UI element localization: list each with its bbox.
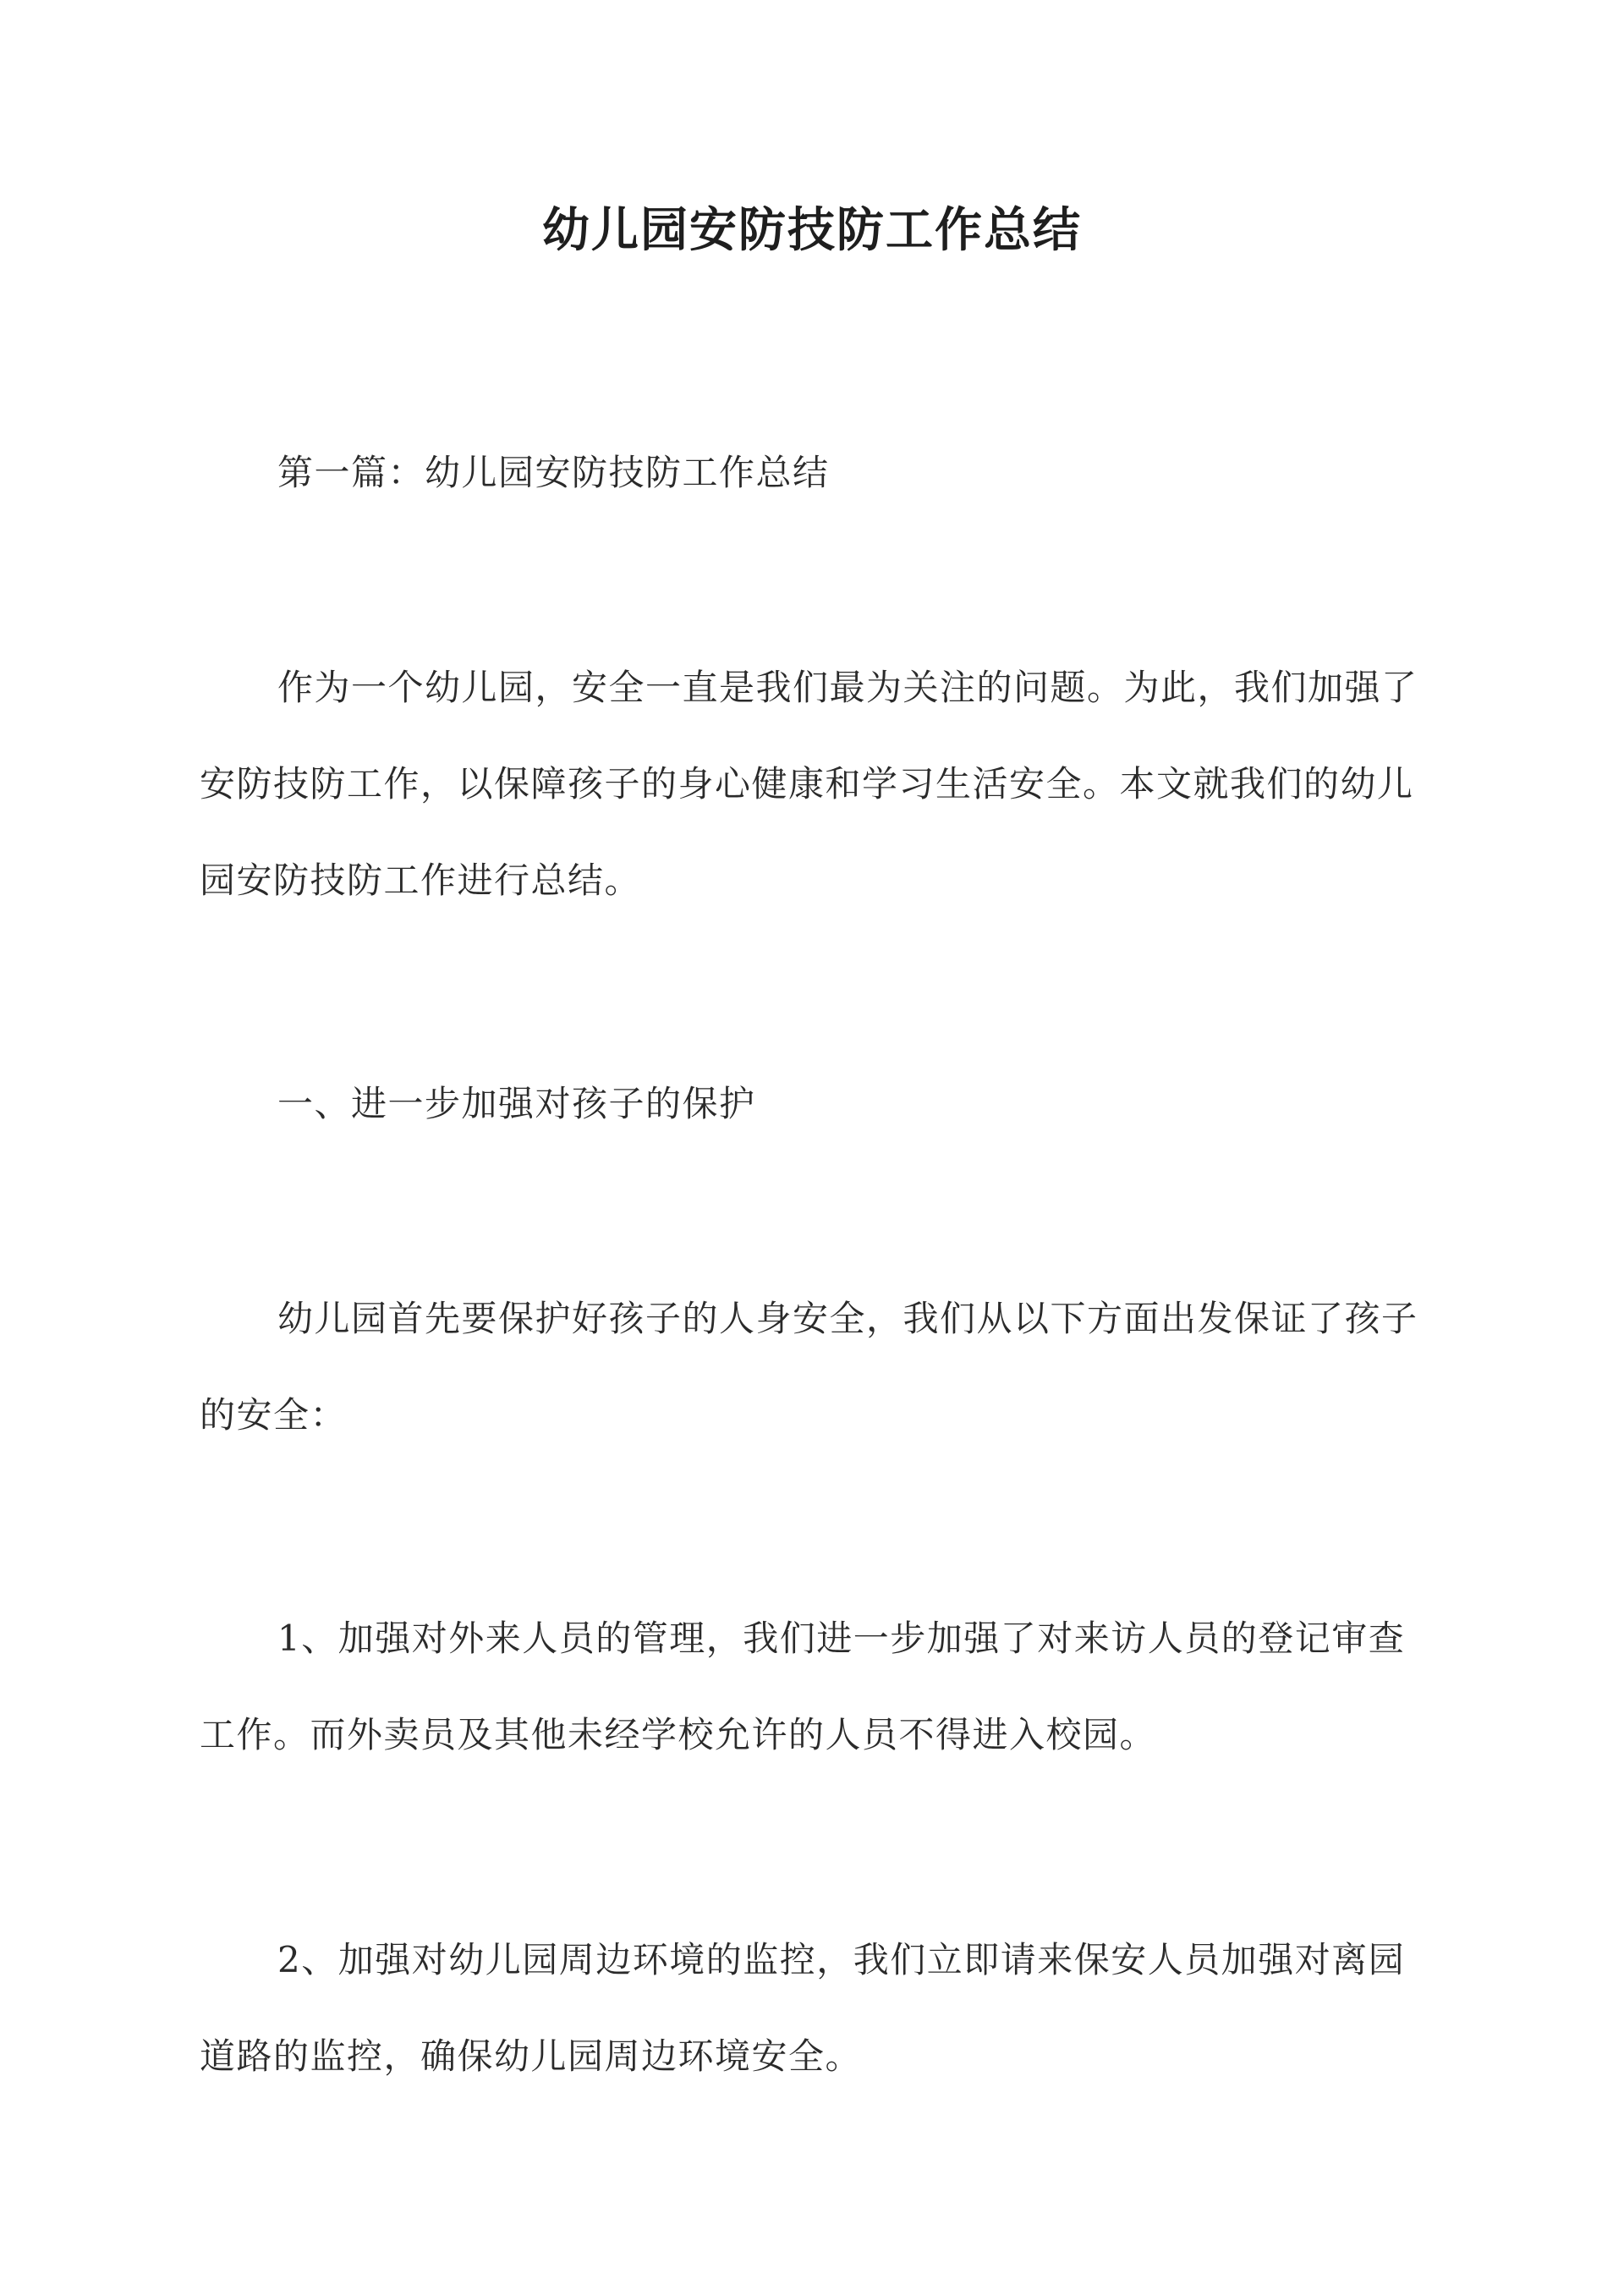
body-paragraph: 幼儿园首先要保护好孩子的人身安全，我们从以下方面出发保证了孩子的安全： xyxy=(200,1298,1418,1436)
list-item: 2、加强对幼儿园周边环境的监控，我们立即请来保安人员加强对离园道路的监控，确保幼儿园周边环境安全。 xyxy=(200,1939,1406,2077)
document-title: 幼儿园安防技防工作总结 xyxy=(542,202,1082,258)
section-heading: 第一篇：幼儿园安防技防工作总结 xyxy=(277,452,830,493)
section-heading: 一、进一步加强对孩子的保护 xyxy=(277,1083,756,1124)
list-item: 1、加强对外来人员的管理，我们进一步加强了对来访人员的登记审查工作。而外卖员及其他未经学校允许的人员不得进入校园。 xyxy=(200,1618,1406,1755)
body-paragraph: 作为一个幼儿园，安全一直是我们最为关注的问题。为此，我们加强了安防技防工作，以保障孩子的身心健康和学习生活安全。本文就我们的幼儿园安防技防工作进行总结。 xyxy=(200,667,1418,901)
